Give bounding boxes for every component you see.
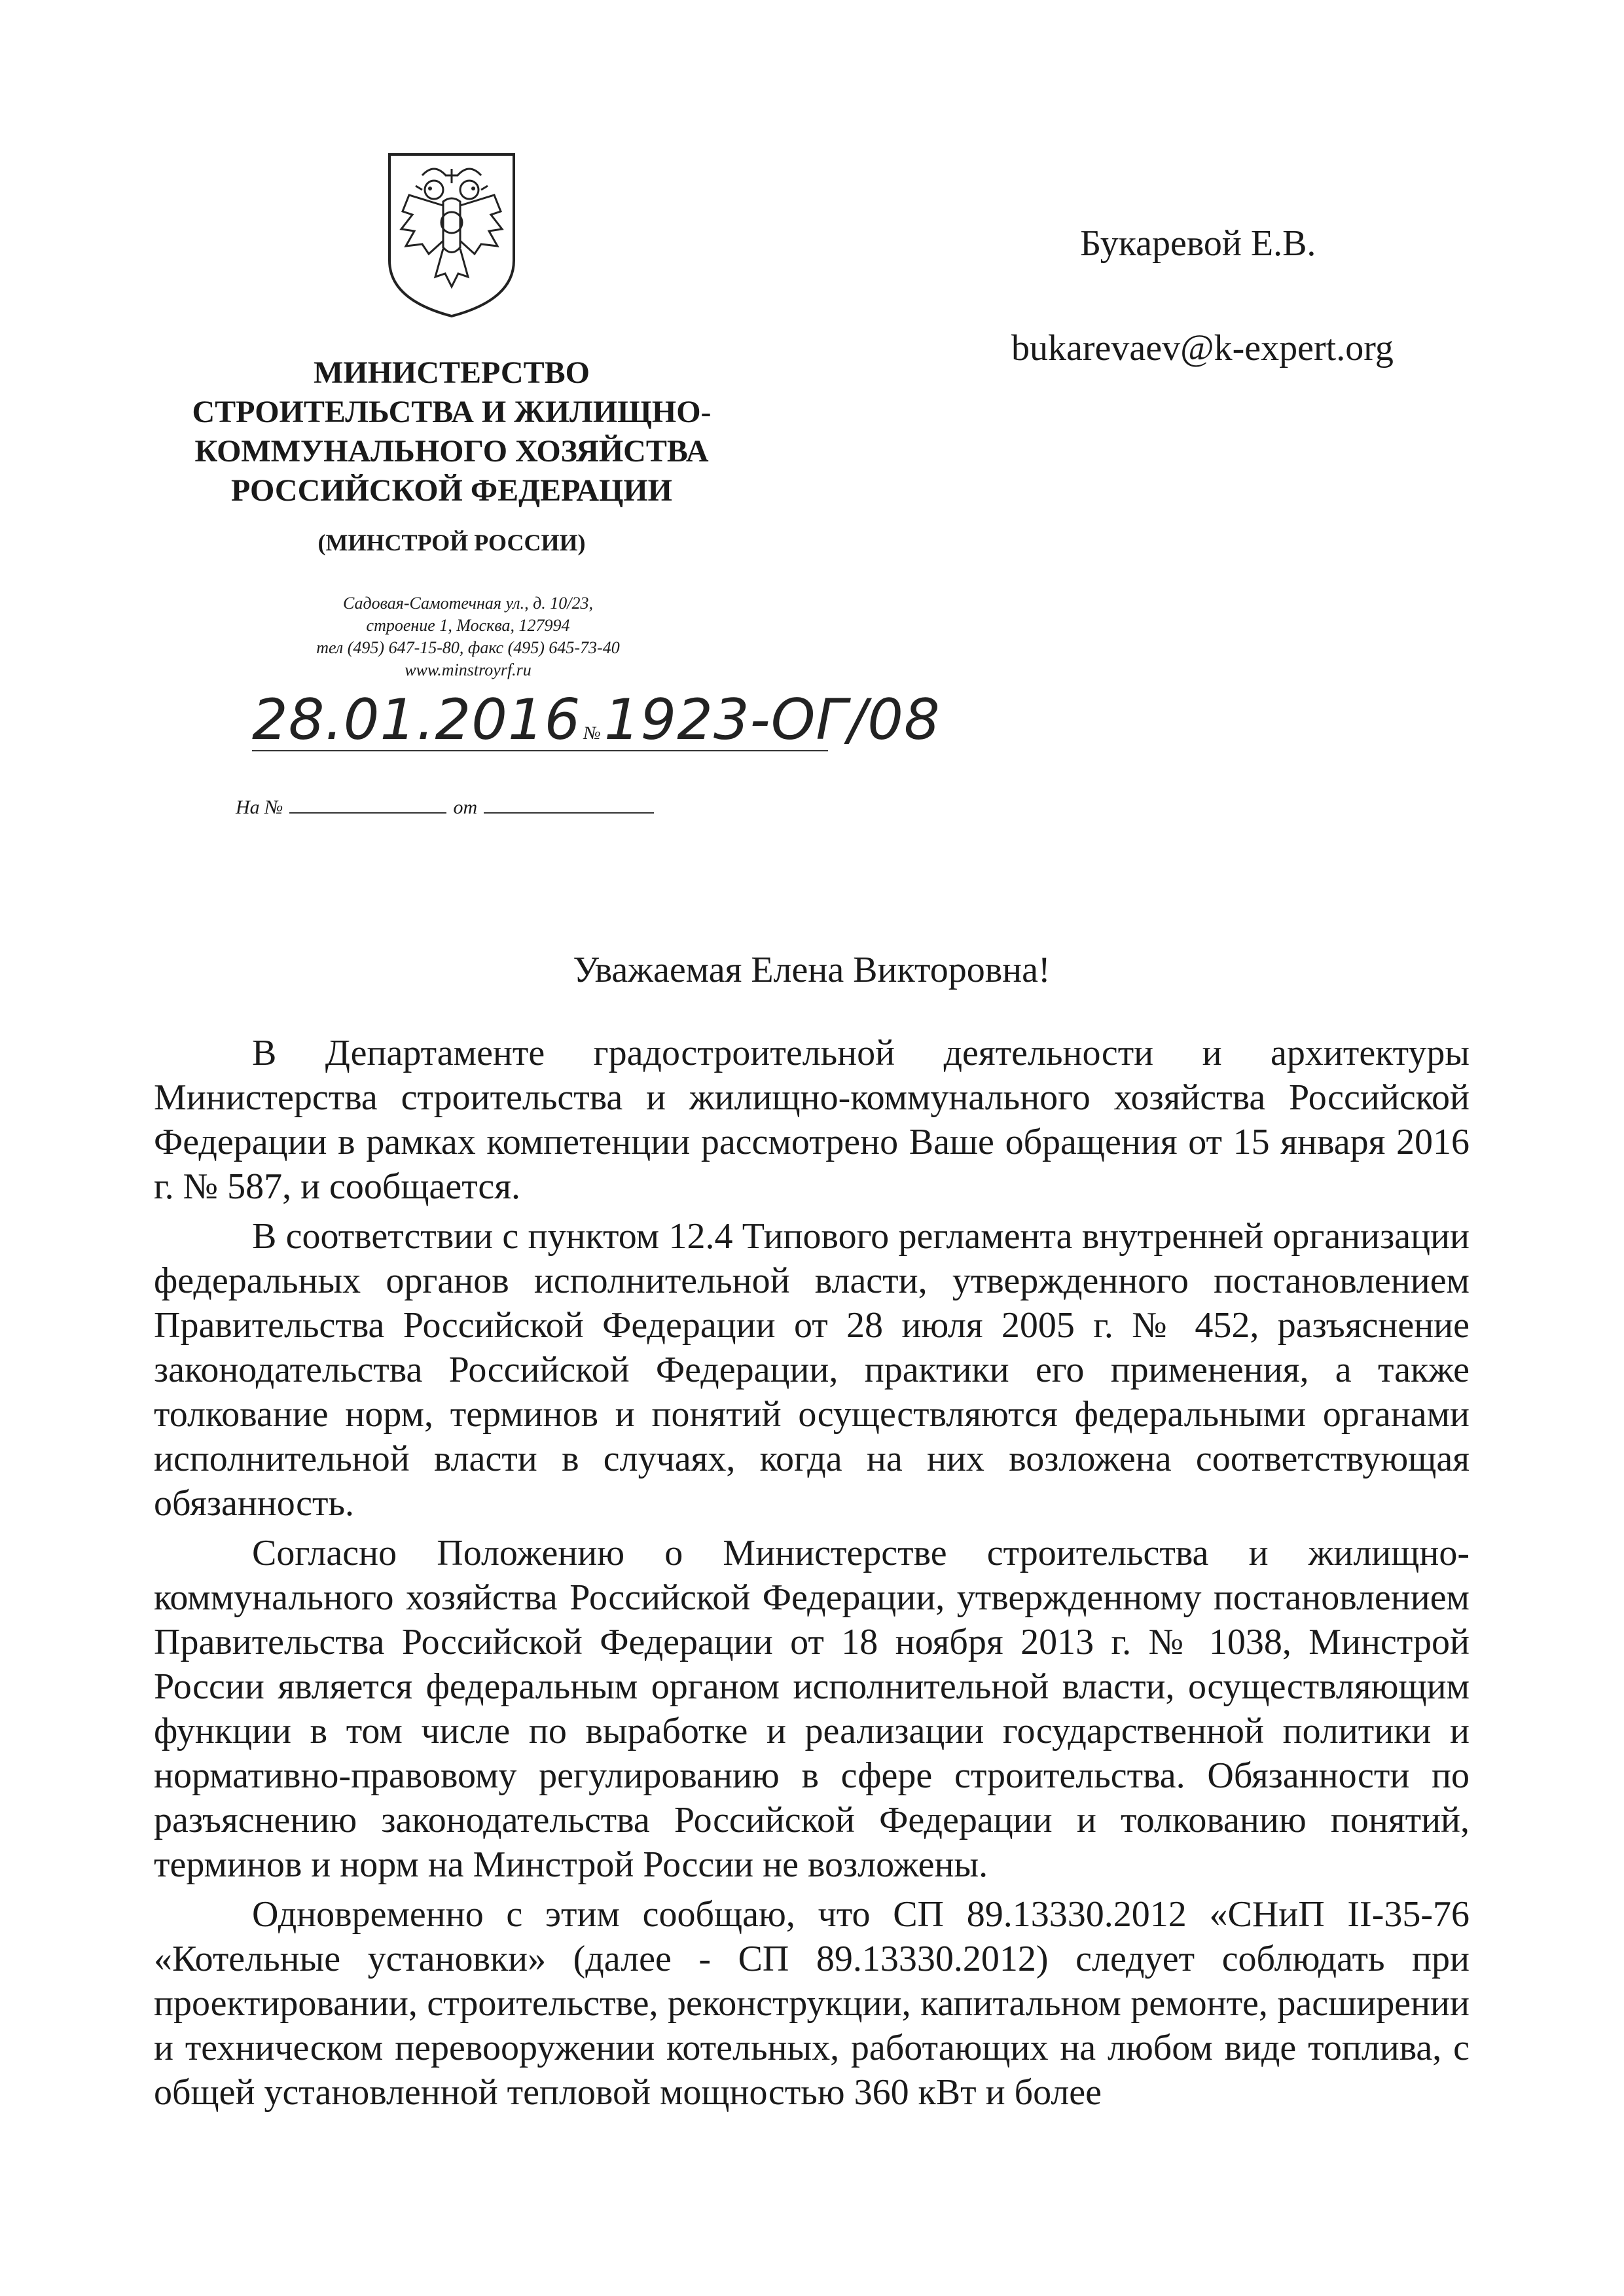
ministry-name-line: КОММУНАЛЬНОГО ХОЗЯЙСТВА — [194, 434, 709, 469]
ministry-short-name: (МИНСТРОЙ РОССИИ) — [317, 529, 586, 556]
number-sign: № — [583, 723, 602, 744]
paragraph: В соответствии с пунктом 12.4 Типового регламента внутренней организации федеральных органов исполнительной власти, утвержденного постановлением Правительства Российской Федерации от 28 июля 2005 г. № 452, разъяснение законодательства Российской Федерации, практики его применения, а также толкование норм, терминов и понятий осуществляются федеральными органами исполнительной власти в случаях, когда на них возложена соответствующая обязанность. — [154, 1216, 1470, 1524]
registration-number: 1923-ОГ/08 — [604, 687, 941, 753]
paragraph: Согласно Положению о Министерстве строительства и жилищно-коммунального хозяйства Российской Федерации, утвержденному постановлением Правительства Российской Федерации от 18 ноября 2013 г. № 1038, Минстрой России является федеральным органом исполнительной власти, осуществляющим функции в том числе по выработке и реализации государственной политики и нормативно-правовому регулированию в сфере строительства. Обязанности по разъяснению законодательства Российской Федерации и толкованию понятий, терминов и норм на Минстрой России не возложены. — [154, 1533, 1470, 1885]
coat-of-arms-emblem — [383, 149, 520, 321]
recipient-email: bukarevaev@k-expert.org — [1011, 328, 1394, 368]
reference-number-blank — [289, 795, 446, 814]
reference-from-label: от — [453, 797, 478, 818]
ministry-name — [157, 353, 746, 511]
reference-line — [236, 795, 746, 819]
reference-number-label: На № — [236, 797, 283, 818]
paragraph: Одновременно с этим сообщаю, что СП 89.13330.2012 «СНиП II-35-76 «Котельные установки» (далее - СП 89.13330.2012) следует соблюдать при проектировании, строительстве, реконструкции, капитальном ремонте, расширении и техническом перевооружении котельных, работающих на любом виде топлива, с общей установленной тепловой мощностью 360 кВт и более — [154, 1894, 1470, 2113]
address-line: www.minstroyrf.ru — [405, 660, 532, 679]
letter-body — [154, 1031, 1470, 2120]
reference-date-blank — [484, 795, 654, 814]
greeting: Уважаемая Елена Викторовна! — [573, 950, 1051, 990]
ministry-address — [255, 592, 681, 681]
address-line: тел (495) 647-15-80, факс (495) 645-73-40 — [316, 638, 620, 657]
address-line: Садовая-Самотечная ул., д. 10/23, — [342, 594, 594, 613]
ministry-name-line: РОССИЙСКОЙ ФЕДЕРАЦИИ — [230, 473, 673, 508]
ministry-name-line: СТРОИТЕЛЬСТВА И ЖИЛИЩНО- — [192, 395, 712, 429]
registration-line — [252, 687, 941, 766]
paragraph: В Департаменте градостроительной деятельности и архитектуры Министерства строительства и жилищно-коммунального хозяйства Российской Федерации в рамках компетенции рассмотрено Ваше обращения от 15 января 2016 г. № 587, и сообщается. — [154, 1033, 1470, 1207]
recipient-name: Букаревой Е.В. — [1080, 223, 1316, 264]
registration-date: 28.01.2016 — [252, 687, 581, 753]
registration-underline — [252, 750, 828, 751]
ministry-name-line: МИНИСТЕРСТВО — [314, 355, 590, 390]
address-line: строение 1, Москва, 127994 — [366, 616, 570, 635]
